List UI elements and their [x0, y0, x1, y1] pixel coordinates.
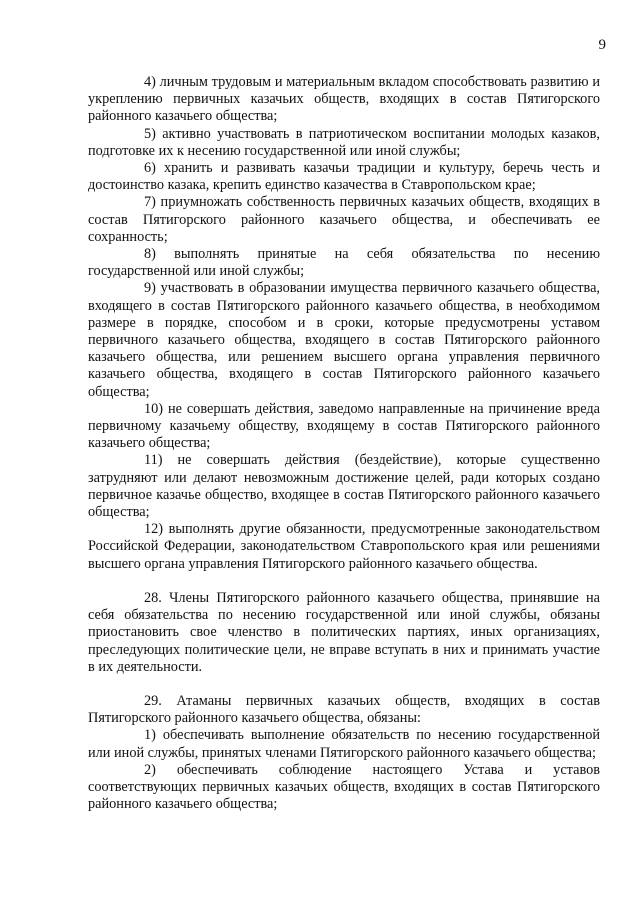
obligation-12: 12) выполнять другие обязанности, предусмотренные законодательством Российской Федерации, законодательством Ставропольского края или решениями высшего органа управления Пятигорского районного казачьего общества. — [88, 521, 600, 572]
obligation-10: 10) не совершать действия, заведомо направленные на причинение вреда первичному казачьему обществу, входящему в состав Пятигорского районного казачьего общества; — [88, 400, 600, 452]
section-spacer — [88, 573, 600, 590]
clause-29-intro: 29. Атаманы первичных казачьих обществ, входящих в состав Пятигорского районного казачьего общества, обязаны: — [88, 692, 600, 727]
obligation-9: 9) участвовать в образовании имущества первичного казачьего общества, входящего в состав Пятигорского районного казачьего общества, в необходимом размере в порядке, способом и в сроки, которые предусмотрены уставом первичного казачьего общества, входящего в состав Пятигорского районного казачьего общества, или решением высшего органа управления первичного казачьего общества, входящего в состав Пятигорского районного казачьего общества; — [88, 280, 600, 400]
obligation-11: 11) не совершать действия (бездействие), которые существенно затрудняют или делают невозможным достижение целей, ради которых создано первичное казачье общество, входящее в состав Пятигорского районного казачьего общества; — [88, 452, 600, 521]
clause-28: 28. Члены Пятигорского районного казачьего общества, принявшие на себя обязательства по несению государственной или иной службы, обязаны приостановить свое членство в политических партиях, иных организациях, преследующих политические цели, не вправе вступать в них и принимать участие в их деятельности. — [88, 589, 600, 675]
obligation-7: 7) приумножать собственность первичных казачьих обществ, входящих в состав Пятигорского районного казачьего общества, и обеспечивать ее сохранность; — [88, 194, 600, 245]
ataman-duty-1: 1) обеспечивать выполнение обязательств по несению государственной или иной службы, принятых членами Пятигорского районного казачьего общества; — [88, 727, 600, 761]
obligation-4: 4) личным трудовым и материальным вкладом способствовать развитию и укреплению первичных казачьих обществ, входящих в состав Пятигорского районного казачьего общества; — [88, 74, 600, 125]
ataman-duty-2: 2) обеспечивать соблюдение настоящего Устава и уставов соответствующих первичных казачьих обществ, входящих в состав Пятигорского районного казачьего общества; — [88, 761, 600, 813]
obligation-6: 6) хранить и развивать казачьи традиции и культуру, беречь честь и достоинство казака, крепить единство казачества в Ставропольском крае; — [88, 160, 600, 194]
document-body — [88, 74, 600, 813]
section-spacer — [88, 676, 600, 693]
obligation-8: 8) выполнять принятые на себя обязательства по несению государственной или иной службы; — [88, 246, 600, 280]
page-number: 9 — [598, 37, 606, 53]
obligation-5: 5) активно участвовать в патриотическом воспитании молодых казаков, подготовке их к несению государственной или иной службы; — [88, 125, 600, 159]
